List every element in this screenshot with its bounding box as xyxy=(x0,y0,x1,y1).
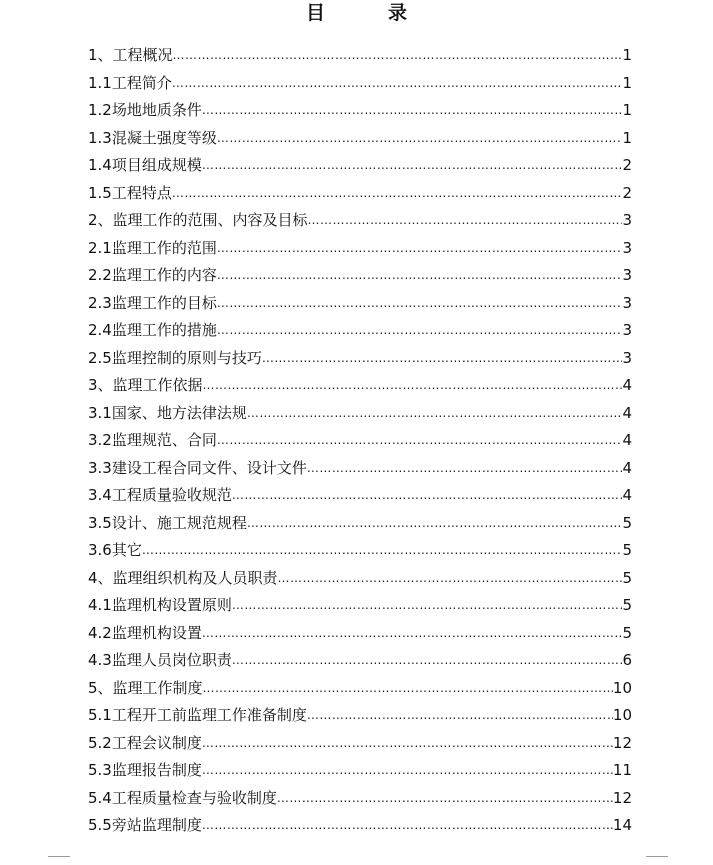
dot-leader xyxy=(203,372,623,400)
toc-entry[interactable] xyxy=(88,235,632,263)
dot-leader xyxy=(142,537,623,565)
toc-entry-label: 5.2工程会议制度 xyxy=(88,733,202,752)
toc-entry-label: 2.5监理控制的原则与技巧 xyxy=(88,348,262,367)
toc-entry[interactable] xyxy=(88,620,632,648)
toc-entry-label: 3、监理工作依据 xyxy=(88,376,203,394)
dot-leader xyxy=(217,235,623,263)
toc-entry-label: 1.4项目组成规模 xyxy=(88,156,202,174)
toc-entry-page: 5 xyxy=(622,541,632,559)
toc-entry-page: 5 xyxy=(622,513,632,532)
toc-entry-page: 4 xyxy=(622,486,632,504)
toc-entry-page: 1 xyxy=(622,46,632,64)
dot-leader xyxy=(262,345,623,373)
toc-entry-page: 5 xyxy=(622,568,632,587)
toc-entry[interactable] xyxy=(88,510,632,538)
toc-entry-page: 12 xyxy=(612,788,632,807)
toc-entry-page: 5 xyxy=(622,596,632,614)
toc-entry-label: 1.5工程特点 xyxy=(88,183,172,202)
toc-entry[interactable] xyxy=(88,565,632,593)
toc-entry-label: 4.2监理机构设置 xyxy=(88,623,202,642)
dot-leader xyxy=(202,152,623,180)
toc-entry[interactable] xyxy=(88,345,632,373)
toc-entry[interactable] xyxy=(88,482,632,510)
toc-entry-label: 2.3监理工作的目标 xyxy=(88,293,217,312)
dot-leader xyxy=(307,702,613,730)
toc-entry-page: 12 xyxy=(612,733,632,752)
toc-entry-page: 1 xyxy=(622,101,632,119)
toc-entry-label: 3.4工程质量验收规范 xyxy=(88,486,232,504)
toc-entry[interactable] xyxy=(88,702,632,730)
toc-entry-label: 1.1工程简介 xyxy=(88,73,172,92)
toc-entry[interactable] xyxy=(88,262,632,290)
toc-entry-label: 2.2监理工作的内容 xyxy=(88,266,217,284)
toc-entry[interactable] xyxy=(88,812,632,840)
toc-entry[interactable] xyxy=(88,180,632,208)
toc-entry-label: 5、监理工作制度 xyxy=(88,678,203,697)
dot-leader xyxy=(277,785,613,813)
dot-leader xyxy=(202,757,613,785)
toc-entry[interactable] xyxy=(88,400,632,428)
toc-entry[interactable] xyxy=(88,537,632,565)
toc-entry-label: 3.3建设工程合同文件、设计文件 xyxy=(88,458,307,477)
dot-leader xyxy=(203,675,613,703)
dot-leader xyxy=(278,565,623,593)
dot-leader xyxy=(202,812,613,840)
dot-leader xyxy=(232,482,623,510)
toc-entry[interactable] xyxy=(88,290,632,318)
dot-leader xyxy=(217,262,623,290)
toc-entry-page: 3 xyxy=(622,238,632,257)
toc-entry[interactable] xyxy=(88,207,632,235)
toc-entry[interactable] xyxy=(88,455,632,483)
toc-entry-label: 1.2场地地质条件 xyxy=(88,101,202,119)
toc-entry-page: 10 xyxy=(612,678,632,697)
toc-entry-page: 6 xyxy=(622,651,632,669)
toc-entry[interactable] xyxy=(88,592,632,620)
toc-entry-label: 3.2监理规范、合同 xyxy=(88,431,217,449)
toc-entry[interactable] xyxy=(88,97,632,125)
toc-entry[interactable] xyxy=(88,152,632,180)
dot-leader xyxy=(308,207,623,235)
toc-entry[interactable] xyxy=(88,317,632,345)
toc-entry-page: 2 xyxy=(622,183,632,202)
toc-entry-page: 1 xyxy=(622,73,632,92)
toc-entry-label: 3.1国家、地方法律法规 xyxy=(88,403,247,422)
toc-entry-label: 2.1监理工作的范围 xyxy=(88,238,217,257)
dot-leader xyxy=(217,317,623,345)
toc-entry-page: 3 xyxy=(622,211,632,229)
toc-entry-page: 3 xyxy=(622,293,632,312)
toc-entry-page: 3 xyxy=(622,321,632,339)
toc-entry-page: 4 xyxy=(622,376,632,394)
toc-entry-page: 1 xyxy=(622,128,632,147)
toc-entry-label: 5.1工程开工前监理工作准备制度 xyxy=(88,706,307,724)
toc-entry[interactable] xyxy=(88,730,632,758)
toc-entry-label: 5.5旁站监理制度 xyxy=(88,816,202,834)
dot-leader xyxy=(202,97,623,125)
toc-entry-page: 4 xyxy=(622,403,632,422)
dot-leader xyxy=(217,290,623,318)
toc-entry-label: 3.5设计、施工规范规程 xyxy=(88,513,247,532)
toc-entry-page: 10 xyxy=(612,706,632,724)
toc-entry-label: 1、工程概况 xyxy=(88,46,173,64)
toc-entry-page: 5 xyxy=(622,623,632,642)
toc-entry[interactable] xyxy=(88,125,632,153)
toc-entry-page: 4 xyxy=(622,431,632,449)
toc-entry-label: 5.3监理报告制度 xyxy=(88,761,202,779)
toc-entry-label: 4.1监理机构设置原则 xyxy=(88,596,232,614)
dot-leader xyxy=(202,620,623,648)
dot-leader xyxy=(247,400,623,428)
toc-entry-label: 1.3混凝土强度等级 xyxy=(88,128,217,147)
toc-entry-label: 4.3监理人员岗位职责 xyxy=(88,651,232,669)
dot-leader xyxy=(173,42,623,70)
dot-leader xyxy=(247,510,623,538)
toc-entry-label: 3.6其它 xyxy=(88,541,142,559)
page-title: 目 录 xyxy=(305,2,429,24)
toc-entry-page: 2 xyxy=(622,156,632,174)
toc-entry[interactable] xyxy=(88,70,632,98)
dot-leader xyxy=(232,647,623,675)
dot-leader xyxy=(202,730,613,758)
toc-entry-label: 2.4监理工作的措施 xyxy=(88,321,217,339)
toc-entry[interactable] xyxy=(88,372,632,400)
toc-entry-label: 2、监理工作的范围、内容及目标 xyxy=(88,211,308,229)
dot-leader xyxy=(307,455,623,483)
dot-leader xyxy=(217,427,623,455)
toc-entry-page: 14 xyxy=(612,816,632,834)
toc-entry-label: 5.4工程质量检查与验收制度 xyxy=(88,788,277,807)
dot-leader xyxy=(172,180,623,208)
toc-entry[interactable] xyxy=(88,785,632,813)
toc-entry-page: 11 xyxy=(612,761,632,779)
toc-entry[interactable] xyxy=(88,427,632,455)
toc-entry[interactable] xyxy=(88,757,632,785)
toc-entry-page: 4 xyxy=(622,458,632,477)
toc-entry[interactable] xyxy=(88,647,632,675)
dot-leader xyxy=(172,70,623,98)
toc-entry-page: 3 xyxy=(622,266,632,284)
toc-entry[interactable] xyxy=(88,42,632,70)
dot-leader xyxy=(232,592,623,620)
toc-entry[interactable] xyxy=(88,675,632,703)
dot-leader xyxy=(217,125,623,153)
toc-entry-page: 3 xyxy=(622,348,632,367)
toc-entry-label: 4、监理组织机构及人员职责 xyxy=(88,568,278,587)
table-of-contents xyxy=(88,42,632,840)
